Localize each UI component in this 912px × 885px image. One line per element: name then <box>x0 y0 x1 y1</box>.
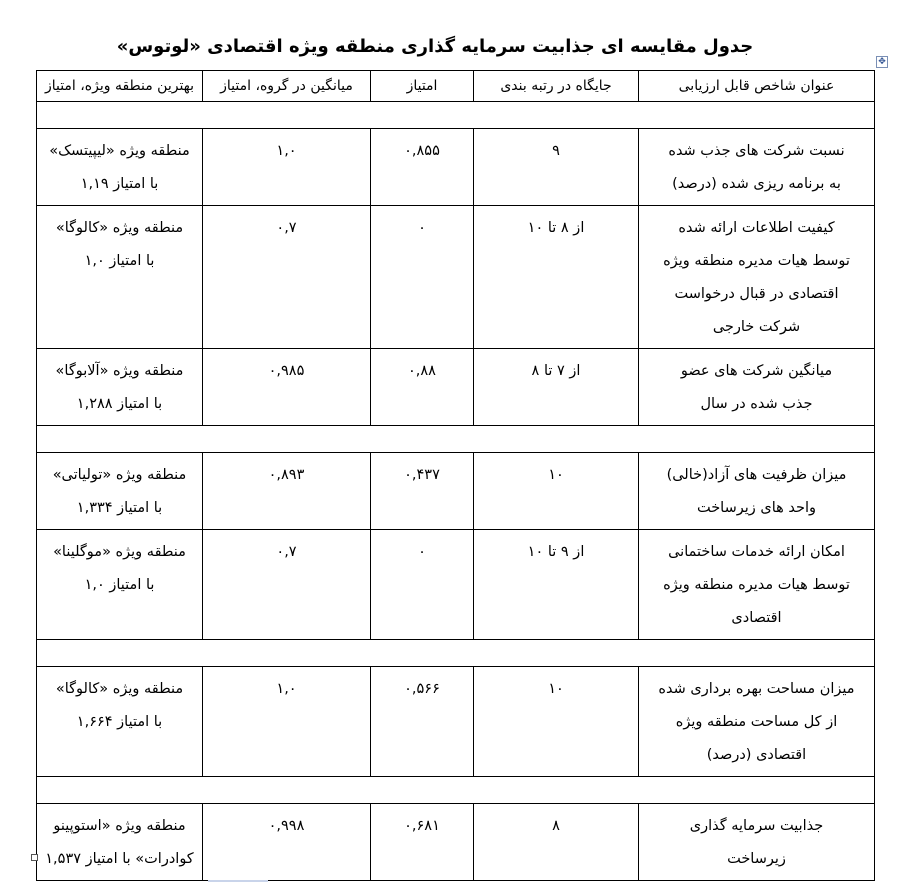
score-cell: ۰ <box>371 530 474 640</box>
group-average-cell: ۱,۰ <box>203 129 371 206</box>
best-zone-cell: منطقه ویژه «آلابوگا» با امتیاز ۱,۲۸۸ <box>37 349 203 426</box>
table-row <box>37 804 875 881</box>
table-row <box>37 129 875 206</box>
best-zone-cell: منطقه ویژه «لیپیتسک» با امتیاز ۱,۱۹ <box>37 129 203 206</box>
indicator-cell: امکان ارائه خدمات ساختمانی توسط هیات مدیره منطقه ویژه اقتصادی <box>639 530 875 640</box>
header-group-average: میانگین در گروه، امتیاز <box>203 71 371 102</box>
rank-cell: ۱۰ <box>474 667 639 777</box>
table-resize-handle-icon[interactable] <box>31 854 38 861</box>
rank-cell: ۸ <box>474 804 639 881</box>
indicator-cell: میزان ظرفیت های آزاد(خالی) واحد های زیرساخت <box>639 453 875 530</box>
table-row <box>37 667 875 777</box>
spacer-row <box>37 102 875 129</box>
header-rank: جایگاه در رتبه بندی <box>474 71 639 102</box>
score-cell: ۰,۵۶۶ <box>371 667 474 777</box>
header-indicator: عنوان شاخص قابل ارزیابی <box>639 71 875 102</box>
group-average-cell: ۱,۰ <box>203 667 371 777</box>
spacer-row <box>37 640 875 667</box>
table-row <box>37 349 875 426</box>
rank-cell: از ۸ تا ۱۰ <box>474 206 639 349</box>
rank-cell: از ۷ تا ۸ <box>474 349 639 426</box>
comparison-table <box>36 70 875 881</box>
table-row <box>37 206 875 349</box>
spacer-row <box>37 426 875 453</box>
rank-cell: از ۹ تا ۱۰ <box>474 530 639 640</box>
indicator-cell: جذابیت سرمایه گذاری زیرساخت <box>639 804 875 881</box>
group-average-cell: ۰,۷ <box>203 530 371 640</box>
table-row <box>37 453 875 530</box>
group-average-cell: ۰,۸۹۳ <box>203 453 371 530</box>
group-average-cell: ۰,۹۸۵ <box>203 349 371 426</box>
score-cell: ۰,۸۸ <box>371 349 474 426</box>
header-best-zone: بهترین منطقه ویژه، امتیاز <box>37 71 203 102</box>
indicator-cell: کیفیت اطلاعات ارائه شده توسط هیات مدیره منطقه ویژه اقتصادی در قبال درخواست شرکت خارجی <box>639 206 875 349</box>
indicator-cell: میزان مساحت بهره برداری شده از کل مساحت منطقه ویژه اقتصادی (درصد) <box>639 667 875 777</box>
rank-cell: ۱۰ <box>474 453 639 530</box>
spacer-row <box>37 777 875 804</box>
indicator-cell: میانگین شرکت های عضو جذب شده در سال <box>639 349 875 426</box>
score-cell: ۰,۸۵۵ <box>371 129 474 206</box>
rank-cell: ۹ <box>474 129 639 206</box>
best-zone-cell: منطقه ویژه «کالوگا» با امتیاز ۱,۰ <box>37 206 203 349</box>
best-zone-cell: منطقه ویژه «تولیاتی» با امتیاز ۱,۳۳۴ <box>37 453 203 530</box>
document-title: جدول مقایسه ای جذابیت سرمایه گذاری منطقه ویژه اقتصادی «لوتوس» <box>116 36 754 57</box>
group-average-cell: ۰,۹۹۸ <box>203 804 371 881</box>
score-cell: ۰ <box>371 206 474 349</box>
table-move-handle-icon[interactable]: ✥ <box>876 56 888 68</box>
header-score: امتیاز <box>371 71 474 102</box>
indicator-cell: نسبت شرکت های جذب شده به برنامه ریزی شده (درصد) <box>639 129 875 206</box>
table-row <box>37 530 875 640</box>
best-zone-cell: منطقه ویژه «کالوگا» با امتیاز ۱,۶۶۴ <box>37 667 203 777</box>
best-zone-cell: منطقه ویژه «استوپینو کوادرات» با امتیاز ۱,۵۳۷ <box>37 804 203 881</box>
header-row <box>37 71 875 102</box>
group-average-cell: ۰,۷ <box>203 206 371 349</box>
page-bottom-divider <box>208 880 268 882</box>
score-cell: ۰,۴۳۷ <box>371 453 474 530</box>
best-zone-cell: منطقه ویژه «موگلینا» با امتیاز ۱,۰ <box>37 530 203 640</box>
score-cell: ۰,۶۸۱ <box>371 804 474 881</box>
